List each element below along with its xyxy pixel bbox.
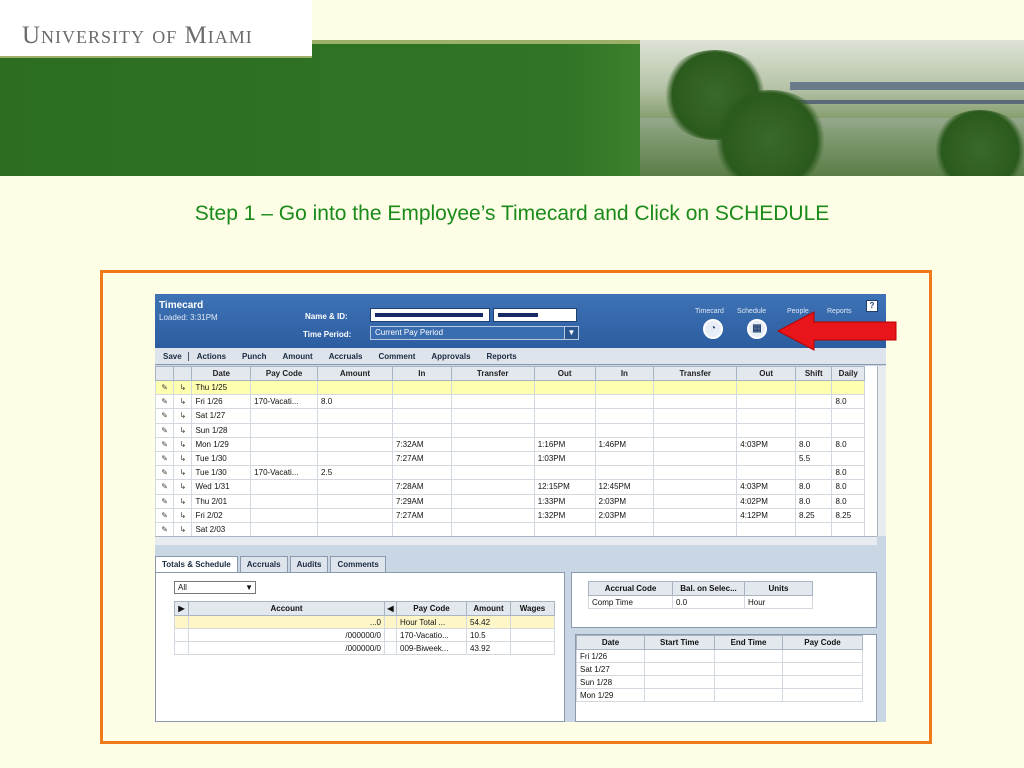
rows-cell[interactable] [832, 381, 865, 395]
action-icon[interactable]: ↳ [174, 381, 192, 395]
rows-cell[interactable]: 12:15PM [534, 480, 595, 494]
schedule-rows-cell[interactable] [645, 663, 715, 676]
calendar-icon[interactable]: ▦ [747, 319, 767, 339]
schedule-rows-cell[interactable] [715, 650, 783, 663]
rows-cell[interactable]: 8.0 [796, 480, 832, 494]
rows-cell[interactable]: 8.0 [832, 466, 865, 480]
rows-cell[interactable] [451, 437, 534, 451]
rows-cell[interactable]: 4:03PM [737, 480, 796, 494]
rows-cell[interactable]: 1:46PM [595, 437, 654, 451]
rows-cell[interactable] [318, 480, 393, 494]
schedule-rows-cell[interactable] [715, 663, 783, 676]
col-in-2[interactable]: In [595, 367, 654, 381]
totals-row[interactable] [175, 642, 555, 655]
totals-cell[interactable]: Hour Total ... [397, 616, 467, 629]
rows-cell[interactable] [318, 451, 393, 465]
totals-header-row [175, 602, 555, 616]
totals-row[interactable] [175, 616, 555, 629]
edit-icon[interactable]: ✎ [156, 381, 174, 395]
name-label: Name & ID: [305, 312, 348, 321]
university-logo: University of Miami [22, 22, 253, 49]
accrual-rows-cell[interactable]: Hour [745, 596, 813, 609]
rows-cell[interactable] [737, 409, 796, 423]
schedule-rows-cell[interactable] [783, 663, 863, 676]
rows-cell[interactable]: 1:03PM [534, 451, 595, 465]
accrual-panel [571, 572, 877, 628]
rows-cell[interactable] [595, 395, 654, 409]
rows-cell[interactable] [392, 423, 451, 437]
rows-cell[interactable] [595, 409, 654, 423]
totals-cell[interactable]: 43.92 [467, 642, 511, 655]
rows-cell[interactable]: 2:03PM [595, 494, 654, 508]
rows-cell[interactable]: 4:12PM [737, 508, 796, 522]
rows-cell[interactable] [451, 451, 534, 465]
menu-comment[interactable]: Comment [378, 351, 416, 361]
rows-cell[interactable] [318, 409, 393, 423]
rows-cell[interactable]: Thu 2/01 [192, 494, 251, 508]
rows-cell[interactable]: 7:29AM [392, 494, 451, 508]
rows-cell[interactable] [451, 480, 534, 494]
rows-cell[interactable]: 8.0 [796, 437, 832, 451]
schedule-rows-row[interactable] [577, 650, 863, 663]
grid-horizontal-scrollbar[interactable] [155, 536, 877, 545]
action-icon[interactable]: ↳ [174, 409, 192, 423]
schedule-rows-cell[interactable] [715, 689, 783, 702]
accrual-rows-cell[interactable]: Comp Time [589, 596, 673, 609]
rows-cell[interactable] [654, 451, 737, 465]
rows-cell[interactable] [451, 466, 534, 480]
menu-accruals[interactable]: Accruals [328, 351, 363, 361]
totals-cell[interactable]: 170-Vacatio... [397, 629, 467, 642]
rows-cell[interactable] [251, 480, 318, 494]
nav-timecard[interactable]: Timecard [695, 308, 724, 315]
rows-cell[interactable] [737, 522, 796, 536]
bridge [790, 82, 1024, 90]
rows-cell[interactable] [451, 423, 534, 437]
schedule-header-row [577, 636, 863, 650]
menu-save[interactable]: Save [155, 352, 189, 361]
col-accrual-code[interactable]: Accrual Code [589, 582, 673, 596]
col-balance[interactable]: Bal. on Selec... [673, 582, 745, 596]
col-account[interactable]: Account [189, 602, 385, 616]
rows-cell[interactable] [251, 381, 318, 395]
rows-cell[interactable]: Thu 1/25 [192, 381, 251, 395]
rows-cell[interactable] [595, 423, 654, 437]
totals-spacer-cell[interactable] [175, 642, 189, 655]
header-banner [0, 0, 1024, 176]
rows-cell[interactable] [654, 508, 737, 522]
rows-cell[interactable]: 1:16PM [534, 437, 595, 451]
rows-cell[interactable]: 8.0 [796, 494, 832, 508]
rows-cell[interactable] [318, 522, 393, 536]
menu-amount[interactable]: Amount [282, 351, 313, 361]
rows-cell[interactable] [595, 466, 654, 480]
accrual-header-row [589, 582, 813, 596]
rows-cell[interactable]: 2:03PM [595, 508, 654, 522]
edit-icon[interactable]: ✎ [156, 395, 174, 409]
action-icon[interactable]: ↳ [174, 480, 192, 494]
action-icon[interactable]: ↳ [174, 451, 192, 465]
rows-cell[interactable] [737, 466, 796, 480]
loaded-time: Loaded: 3:31PM [159, 313, 218, 322]
rows-cell[interactable]: 170-Vacati... [251, 395, 318, 409]
totals-cell[interactable]: /000000/0 [189, 642, 385, 655]
schedule-rows-row[interactable] [577, 689, 863, 702]
rows-cell[interactable] [251, 508, 318, 522]
rows-cell[interactable]: 7:27AM [392, 451, 451, 465]
rows-cell[interactable] [451, 494, 534, 508]
menu-punch[interactable]: Punch [242, 351, 267, 361]
time-period-value: Current Pay Period [375, 328, 444, 337]
rows-cell[interactable]: Fri 2/02 [192, 508, 251, 522]
rows-cell[interactable] [737, 423, 796, 437]
tab-accruals[interactable]: Accruals [240, 556, 288, 572]
schedule-table [576, 635, 863, 702]
col-daily[interactable]: Daily [832, 367, 865, 381]
bridge-rail [790, 100, 1024, 104]
rows-cell[interactable] [451, 409, 534, 423]
collapse-icon[interactable]: ◀ [385, 602, 397, 616]
step-heading: Step 1 – Go into the Employee’s Timecard and Click on SCHEDULE [194, 202, 830, 225]
timecard-app [155, 294, 886, 722]
rows-cell[interactable] [318, 494, 393, 508]
rows-cell[interactable]: Tue 1/30 [192, 466, 251, 480]
rows-cell[interactable] [796, 395, 832, 409]
col-pay-code[interactable]: Pay Code [251, 367, 318, 381]
rows-cell[interactable] [451, 395, 534, 409]
tab-audits[interactable]: Audits [290, 556, 329, 572]
rows-cell[interactable]: Mon 1/29 [192, 437, 251, 451]
bottom-tabs [155, 556, 886, 572]
action-icon[interactable]: ↳ [174, 395, 192, 409]
rows-cell[interactable] [654, 480, 737, 494]
totals-filter-select[interactable] [174, 581, 256, 594]
rows-cell[interactable] [251, 437, 318, 451]
schedule-rows-cell[interactable] [715, 676, 783, 689]
nav-reports[interactable]: Reports [827, 308, 852, 315]
accrual-rows-cell[interactable]: 0.0 [673, 596, 745, 609]
help-button[interactable]: ? [866, 300, 878, 312]
action-icon[interactable]: ↳ [174, 466, 192, 480]
rows-cell[interactable] [737, 395, 796, 409]
menu-actions[interactable]: Actions [196, 351, 227, 361]
totals-spacer-cell[interactable] [175, 629, 189, 642]
edit-icon[interactable]: ✎ [156, 480, 174, 494]
rows-cell[interactable] [451, 522, 534, 536]
nav-schedule[interactable]: Schedule [737, 308, 767, 315]
chevron-down-icon[interactable]: ▼ [564, 327, 578, 339]
rows-cell[interactable]: 8.0 [832, 480, 865, 494]
totals-cell[interactable]: 54.42 [467, 616, 511, 629]
col-transfer-2[interactable]: Transfer [654, 367, 737, 381]
rows-cell[interactable] [534, 409, 595, 423]
col-end-time[interactable]: End Time [715, 636, 783, 650]
rows-row[interactable] [156, 522, 865, 536]
rows-cell[interactable] [251, 423, 318, 437]
rows-cell[interactable] [595, 381, 654, 395]
col-out[interactable]: Out [534, 367, 595, 381]
rows-cell[interactable] [654, 522, 737, 536]
rows-cell[interactable] [251, 522, 318, 536]
rows-cell[interactable]: 7:32AM [392, 437, 451, 451]
rows-cell[interactable]: Wed 1/31 [192, 480, 251, 494]
rows-cell[interactable]: 8.0 [318, 395, 393, 409]
rows-cell[interactable]: 8.25 [832, 508, 865, 522]
schedule-panel [575, 634, 877, 722]
rows-cell[interactable] [318, 508, 393, 522]
expand-icon[interactable]: ▶ [175, 602, 189, 616]
rows-cell[interactable]: 170-Vacati... [251, 466, 318, 480]
col-amount[interactable]: Amount [318, 367, 393, 381]
rows-cell[interactable] [392, 395, 451, 409]
rows-row[interactable] [156, 423, 865, 437]
rows-cell[interactable]: Sat 1/27 [192, 409, 251, 423]
col-schedule-date[interactable]: Date [577, 636, 645, 650]
action-icon[interactable]: ↳ [174, 437, 192, 451]
menu-approvals[interactable]: Approvals [431, 351, 471, 361]
rows-cell[interactable] [534, 522, 595, 536]
rows-cell[interactable] [654, 494, 737, 508]
rows-cell[interactable] [737, 451, 796, 465]
accrual-rows-row[interactable] [589, 596, 813, 609]
rows-cell[interactable] [451, 508, 534, 522]
rows-cell[interactable] [251, 451, 318, 465]
action-icon[interactable]: ↳ [174, 508, 192, 522]
rows-cell[interactable]: 8.25 [796, 508, 832, 522]
totals-cell[interactable] [511, 616, 555, 629]
totals-cell[interactable]: /000000/0 [189, 629, 385, 642]
id-field[interactable] [493, 308, 577, 322]
tab-totals-schedule[interactable]: Totals & Schedule [155, 556, 238, 572]
rows-row[interactable] [156, 437, 865, 451]
action-icon[interactable]: ↳ [174, 494, 192, 508]
timecard-table [155, 366, 865, 536]
totals-cell[interactable]: 009-Biweek... [397, 642, 467, 655]
col-out-2[interactable]: Out [737, 367, 796, 381]
totals-filter-value: All [178, 583, 187, 592]
rows-cell[interactable] [796, 381, 832, 395]
col-transfer[interactable]: Transfer [451, 367, 534, 381]
rows-cell[interactable] [595, 522, 654, 536]
schedule-rows-cell[interactable]: Mon 1/29 [577, 689, 645, 702]
totals-spacer-cell[interactable] [385, 629, 397, 642]
rows-cell[interactable] [654, 395, 737, 409]
rows-cell[interactable]: 4:02PM [737, 494, 796, 508]
totals-table [174, 601, 555, 655]
rows-cell[interactable] [392, 409, 451, 423]
rows-cell[interactable] [251, 494, 318, 508]
grid-header-row [156, 367, 865, 381]
totals-spacer-cell[interactable] [385, 616, 397, 629]
col-action [174, 367, 192, 381]
timecard-grid [155, 366, 877, 536]
rows-cell[interactable] [796, 522, 832, 536]
totals-cell[interactable]: ...0 [189, 616, 385, 629]
edit-icon[interactable]: ✎ [156, 494, 174, 508]
rows-row[interactable] [156, 480, 865, 494]
rows-row[interactable] [156, 451, 865, 465]
rows-cell[interactable]: 12:45PM [595, 480, 654, 494]
app-title: Timecard [159, 300, 204, 311]
rows-cell[interactable]: 5.5 [796, 451, 832, 465]
totals-row[interactable] [175, 629, 555, 642]
period-label: Time Period: [303, 330, 352, 339]
rows-cell[interactable] [392, 522, 451, 536]
schedule-rows-cell[interactable] [783, 650, 863, 663]
rows-cell[interactable]: 7:27AM [392, 508, 451, 522]
col-wages[interactable]: Wages [511, 602, 555, 616]
rows-row[interactable] [156, 494, 865, 508]
col-shift[interactable]: Shift [796, 367, 832, 381]
rows-cell[interactable]: 1:32PM [534, 508, 595, 522]
rows-cell[interactable] [654, 423, 737, 437]
col-totals-pay-code[interactable]: Pay Code [397, 602, 467, 616]
schedule-rows-cell[interactable] [645, 689, 715, 702]
tab-comments[interactable]: Comments [330, 556, 385, 572]
nav-people[interactable]: People [787, 308, 809, 315]
time-period-select[interactable] [370, 326, 579, 340]
schedule-rows-row[interactable] [577, 663, 863, 676]
rows-cell[interactable] [654, 437, 737, 451]
schedule-rows-cell[interactable] [783, 689, 863, 702]
totals-cell[interactable] [511, 642, 555, 655]
schedule-rows-row[interactable] [577, 676, 863, 689]
rows-cell[interactable] [318, 437, 393, 451]
rows-cell[interactable] [534, 395, 595, 409]
schedule-rows-cell[interactable]: Sat 1/27 [577, 663, 645, 676]
rows-cell[interactable] [832, 423, 865, 437]
rows-cell[interactable] [796, 423, 832, 437]
name-field[interactable] [370, 308, 490, 322]
rows-cell[interactable] [451, 381, 534, 395]
rows-cell[interactable]: 4:03PM [737, 437, 796, 451]
col-in[interactable]: In [392, 367, 451, 381]
schedule-rows-cell[interactable] [645, 676, 715, 689]
rows-cell[interactable] [318, 381, 393, 395]
schedule-rows-cell[interactable]: Fri 1/26 [577, 650, 645, 663]
rows-cell[interactable]: Tue 1/30 [192, 451, 251, 465]
col-date[interactable]: Date [192, 367, 251, 381]
rows-cell[interactable]: 8.0 [832, 395, 865, 409]
rows-cell[interactable] [534, 466, 595, 480]
edit-icon[interactable]: ✎ [156, 437, 174, 451]
rows-cell[interactable] [832, 522, 865, 536]
schedule-rows-cell[interactable]: Sun 1/28 [577, 676, 645, 689]
rows-cell[interactable] [392, 381, 451, 395]
rows-cell[interactable]: 8.0 [832, 437, 865, 451]
totals-spacer-cell[interactable] [385, 642, 397, 655]
edit-icon[interactable]: ✎ [156, 423, 174, 437]
edit-icon[interactable]: ✎ [156, 409, 174, 423]
col-units[interactable]: Units [745, 582, 813, 596]
rows-cell[interactable]: 7:28AM [392, 480, 451, 494]
rows-cell[interactable]: 1:33PM [534, 494, 595, 508]
chevron-down-icon[interactable]: ▼ [245, 583, 253, 592]
rows-cell[interactable] [251, 409, 318, 423]
rows-cell[interactable] [534, 381, 595, 395]
clock-icon[interactable]: ◔ [703, 319, 723, 339]
grid-vertical-scrollbar[interactable] [877, 366, 886, 536]
rows-cell[interactable]: 8.0 [832, 494, 865, 508]
rows-cell[interactable]: Fri 1/26 [192, 395, 251, 409]
totals-spacer-cell[interactable] [175, 616, 189, 629]
rows-cell[interactable] [654, 466, 737, 480]
col-edit [156, 367, 174, 381]
rows-cell[interactable] [796, 466, 832, 480]
rows-cell[interactable]: Sat 2/03 [192, 522, 251, 536]
edit-icon[interactable]: ✎ [156, 451, 174, 465]
red-pointer-arrow-icon [776, 310, 898, 352]
totals-panel [155, 572, 565, 722]
rows-row[interactable] [156, 508, 865, 522]
rows-cell[interactable] [595, 451, 654, 465]
rows-cell[interactable] [832, 409, 865, 423]
rows-cell[interactable] [737, 381, 796, 395]
accrual-table [588, 581, 813, 609]
edit-icon[interactable]: ✎ [156, 466, 174, 480]
schedule-rows-cell[interactable] [645, 650, 715, 663]
rows-row[interactable] [156, 409, 865, 423]
rows-cell[interactable] [832, 451, 865, 465]
action-icon[interactable]: ↳ [174, 423, 192, 437]
col-start-time[interactable]: Start Time [645, 636, 715, 650]
rows-cell[interactable] [392, 466, 451, 480]
edit-icon[interactable]: ✎ [156, 508, 174, 522]
rows-cell[interactable] [654, 409, 737, 423]
rows-cell[interactable] [318, 423, 393, 437]
edit-icon[interactable]: ✎ [156, 522, 174, 536]
col-totals-amount[interactable]: Amount [467, 602, 511, 616]
campus-photo [640, 40, 1024, 176]
rows-row[interactable] [156, 395, 865, 409]
rows-cell[interactable]: Sun 1/28 [192, 423, 251, 437]
action-icon[interactable]: ↳ [174, 522, 192, 536]
rows-row[interactable] [156, 466, 865, 480]
rows-cell[interactable] [654, 381, 737, 395]
logo-box [0, 0, 312, 58]
rows-cell[interactable] [796, 409, 832, 423]
col-schedule-pay-code[interactable]: Pay Code [783, 636, 863, 650]
menu-reports[interactable]: Reports [486, 351, 517, 361]
schedule-rows-cell[interactable] [783, 676, 863, 689]
rows-row[interactable] [156, 381, 865, 395]
rows-cell[interactable] [534, 423, 595, 437]
totals-cell[interactable]: 10.5 [467, 629, 511, 642]
totals-cell[interactable] [511, 629, 555, 642]
rows-cell[interactable]: 2.5 [318, 466, 393, 480]
